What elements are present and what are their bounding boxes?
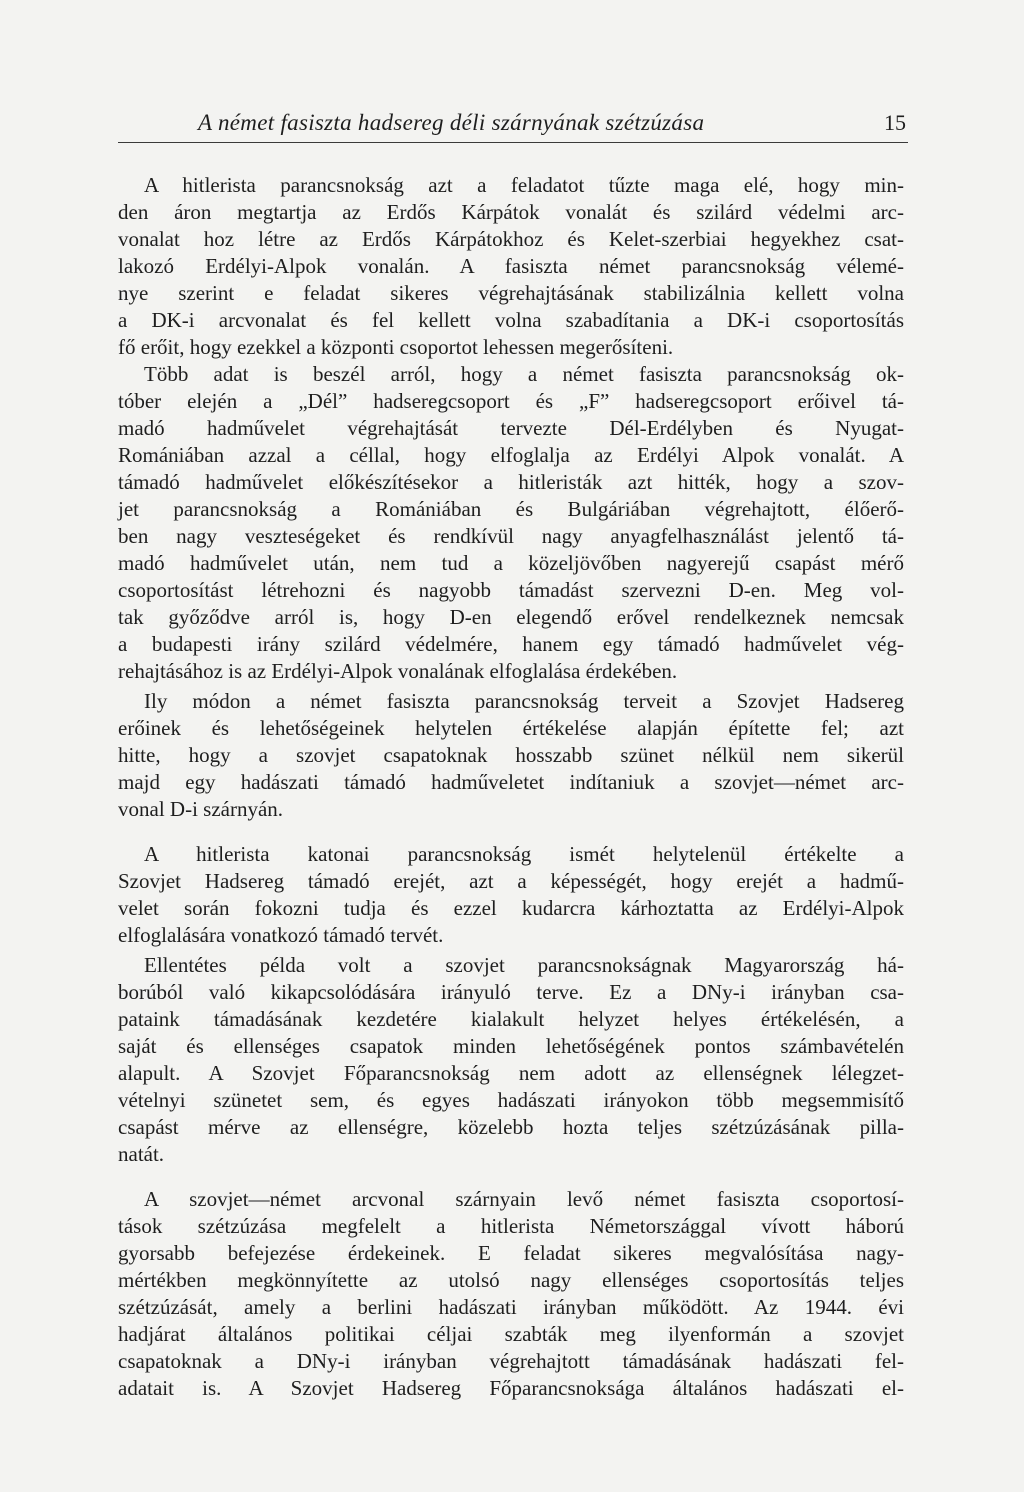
text-line: hadjárat általános politikai céljai szabták meg ilyenformán a szovjet: [118, 1322, 904, 1346]
text-line: csapást mérve az ellenségre, közelebb hozta teljes szétzúzásának pilla-: [118, 1115, 904, 1139]
text-line: alapult. A Szovjet Főparancsnokság nem adott az ellenségnek lélegzet-: [118, 1061, 904, 1085]
text-line: borúból való kikapcsolódására irányuló terve. Ez a DNy-i irányban csa-: [118, 980, 904, 1004]
text-line: Ellentétes példa volt a szovjet parancsnokságnak Magyarország há-: [144, 953, 904, 977]
text-line: Szovjet Hadsereg támadó erejét, azt a képességét, hogy erejét a hadmű-: [118, 869, 904, 893]
text-line: rehajtásához is az Erdélyi-Alpok vonalának elfoglalása érdekében.: [118, 659, 678, 683]
body-text: [118, 172, 904, 1402]
text-line: támadó hadművelet előkészítésekor a hitleristák azt hitték, hogy a szov-: [118, 470, 904, 494]
text-line: majd egy hadászati támadó hadműveletet indítaniuk a szovjet—német arc-: [118, 770, 904, 794]
text-line: szétzúzását, amely a berlini hadászati irányban működött. Az 1944. évi: [118, 1295, 904, 1319]
text-line: natát.: [118, 1142, 165, 1166]
text-line: tások szétzúzása megfelelt a hitlerista Németországgal vívott háború: [118, 1214, 904, 1238]
text-line: Ily módon a német fasiszta parancsnokság terveit a Szovjet Hadsereg: [144, 689, 904, 713]
text-line: adatait is. A Szovjet Hadsereg Főparancsnoksága általános hadászati el-: [118, 1376, 904, 1400]
text-line: vonalat hoz létre az Erdős Kárpátokhoz és Kelet-szerbiai hegyekhez csat-: [118, 227, 904, 251]
text-line: hitte, hogy a szovjet csapatoknak hosszabb szünet nélkül nem sikerül: [118, 743, 904, 767]
text-line: elfoglalására vonatkozó támadó tervét.: [118, 923, 444, 947]
text-line: csoportosítást létrehozni és nagyobb támadást szervezni D-en. Meg vol-: [118, 578, 904, 602]
text-line: A szovjet—német arcvonal szárnyain levő német fasiszta csoportosí-: [144, 1187, 904, 1211]
text-line: A hitlerista katonai parancsnokság ismét helytelenül értékelte a: [144, 842, 904, 866]
paragraph-gap: [118, 823, 904, 841]
text-line: a budapesti irány szilárd védelmére, hanem egy támadó hadművelet vég-: [118, 632, 904, 656]
text-line: vonal D-i szárnyán.: [118, 797, 284, 821]
paragraph: [118, 841, 904, 949]
text-line: ben nagy veszteségeket és rendkívül nagy anyagfelhasználást jelentő tá-: [118, 524, 904, 548]
paragraph: [118, 1186, 904, 1402]
paragraph: [118, 688, 904, 823]
text-line: gyorsabb befejezése érdekeinek. E feladat sikeres megvalósítása nagy-: [118, 1241, 904, 1265]
page-number: 15: [884, 110, 906, 135]
text-line: jet parancsnokság a Romániában és Bulgáriában végrehajtott, élőerő-: [118, 497, 904, 521]
text-line: fő erőit, hogy ezekkel a központi csoportot lehessen megerősíteni.: [118, 335, 674, 359]
text-line: mértékben megkönnyítette az utolsó nagy ellenséges csoportosítás teljes: [118, 1268, 904, 1292]
text-line: csapatoknak a DNy-i irányban végrehajtott támadásának hadászati fel-: [118, 1349, 904, 1373]
running-title: A német fasiszta hadsereg déli szárnyának szétzúzása: [198, 110, 705, 135]
paragraph: [118, 361, 904, 685]
text-line: Több adat is beszél arról, hogy a német fasiszta parancsnokság ok-: [144, 362, 904, 386]
text-line: saját és ellenséges csapatok minden lehetőségének pontos számbavételén: [118, 1034, 904, 1058]
text-line: madó hadművelet végrehajtását tervezte Dél-Erdélyben és Nyugat-: [118, 416, 904, 440]
text-line: tóber elején a „Dél” hadseregcsoport és „F” hadseregcsoport erőivel tá-: [118, 389, 904, 413]
text-line: vételnyi szünetet sem, és egyes hadászati irányokon több megsemmisítő: [118, 1088, 904, 1112]
text-line: A hitlerista parancsnokság azt a feladatot tűzte maga elé, hogy min-: [144, 173, 904, 197]
text-line: madó hadművelet után, nem tud a közeljövőben nagyerejű csapást mérő: [118, 551, 904, 575]
text-line: lakozó Erdélyi-Alpok vonalán. A fasiszta német parancsnokság vélemé-: [118, 254, 904, 278]
paragraph: [118, 172, 904, 361]
text-line: tak győződve arról is, hogy D-en elegendő erővel rendelkeznek nemcsak: [118, 605, 904, 629]
text-line: den áron megtartja az Erdős Kárpátok vonalát és szilárd védelmi arc-: [118, 200, 904, 224]
text-line: a DK-i arcvonalat és fel kellett volna szabadítania a DK-i csoportosítás: [118, 308, 904, 332]
text-line: velet során fokozni tudja és ezzel kudarcra kárhoztatta az Erdélyi-Alpok: [118, 896, 904, 920]
text-line: erőinek és lehetőségeinek helytelen értékelése alapján építette fel; azt: [118, 716, 904, 740]
text-line: pataink támadásának kezdetére kialakult helyzet helyes értékelésén, a: [118, 1007, 904, 1031]
text-line: Romániában azzal a céllal, hogy elfoglalja az Erdélyi Alpok vonalát. A: [118, 443, 904, 467]
text-line: nye szerint e feladat sikeres végrehajtásának stabilizálnia kellett volna: [118, 281, 904, 305]
running-header: [118, 106, 908, 143]
paragraph: [118, 952, 904, 1168]
paragraph-gap: [118, 1168, 904, 1186]
